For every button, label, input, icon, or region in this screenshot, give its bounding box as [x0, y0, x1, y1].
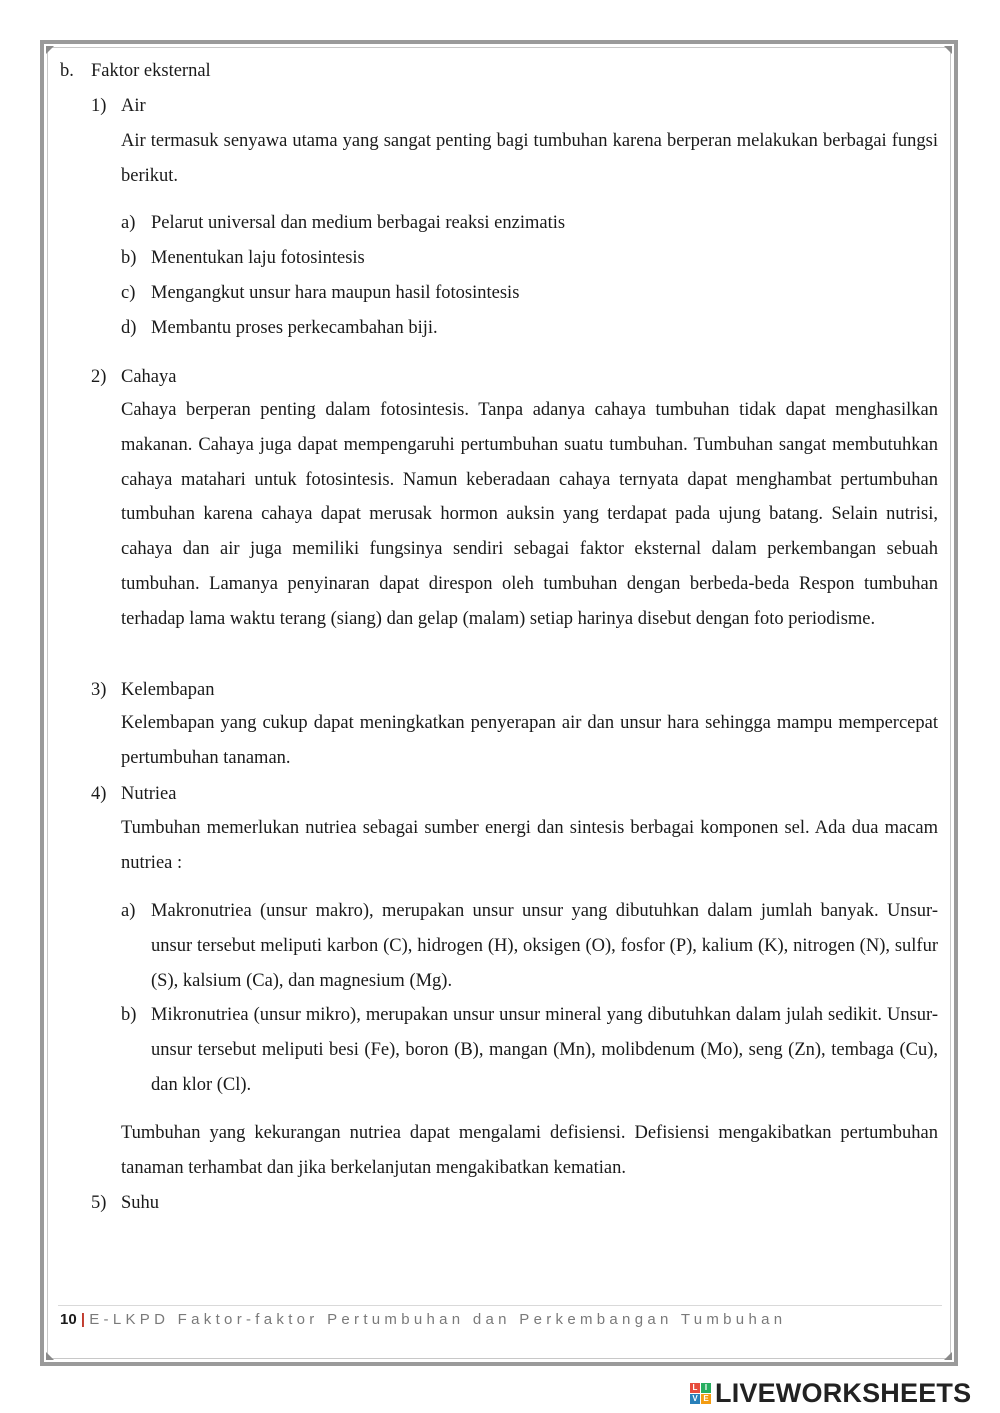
list-item: Mengangkut unsur hara maupun hasil fotosintesis	[151, 283, 520, 303]
brand-name: LIVEWORKSHEETS	[715, 1377, 972, 1408]
item-title: Suhu	[121, 1193, 160, 1213]
corner-ornament-icon	[46, 46, 54, 54]
item-marker: 1)	[91, 96, 107, 116]
item-title: Air	[121, 96, 146, 116]
logo-cell-icon: L	[690, 1383, 700, 1393]
paragraph: Air termasuk senyawa utama yang sangat penting bagi tumbuhan karena berperan melakukan berbagai fungsi berikut.	[121, 131, 938, 186]
corner-ornament-icon	[944, 1352, 952, 1360]
logo-icon	[690, 1383, 711, 1404]
list-marker: b)	[121, 248, 137, 268]
item-title: Kelembapan	[121, 680, 215, 700]
paragraph: Cahaya berperan penting dalam fotosintesis. Tanpa adanya cahaya tumbuhan tidak dapat menghasilkan makanan. Cahaya juga dapat mempengaruhi pertumbuhan suatu tumbuhan. Tumbuhan sangat membutuhkan cahaya matahari untuk fotosintesis. Namun keberadaan cahaya ternyata dapat menghambat pertumbuhan tumbuhan karena cahaya dapat merusak hormon auksin yang terdapat pada ujung batang. Selain nutrisi, cahaya dan air juga memiliki fungsinya sendiri sebagai faktor eksternal dalam perkembangan sebuah tumbuhan. Lamanya penyinaran dapat direspon oleh tumbuhan dengan berbeda-beda Respon tumbuhan terhadap lama waktu terang (siang) dan gelap (malam) setiap harinya disebut dengan foto periodisme.	[121, 400, 938, 629]
list-item: Makronutriea (unsur makro), merupakan unsur unsur yang dibutuhkan dalam jumlah banyak. Unsur-unsur tersebut meliputi karbon (C), hidrogen (H), oksigen (O), fosfor (P), kalium (K), nitrogen (N), sulfur (S), kalsium (Ca), dan magnesium (Mg).	[151, 901, 938, 991]
list-marker: b)	[121, 1005, 137, 1025]
list-marker: c)	[121, 283, 136, 303]
section-marker: b.	[60, 61, 74, 81]
page-footer	[60, 1308, 786, 1332]
paragraph: Tumbuhan memerlukan nutriea sebagai sumber energi dan sintesis berbagai komponen sel. Ada dua macam nutriea :	[121, 818, 938, 873]
list-marker: a)	[121, 901, 136, 921]
logo-cell-icon: E	[701, 1394, 711, 1404]
footer-separator: |	[80, 1311, 86, 1328]
list-marker: d)	[121, 318, 137, 338]
corner-ornament-icon	[944, 46, 952, 54]
item-marker: 3)	[91, 680, 107, 700]
item-marker: 4)	[91, 784, 107, 804]
corner-ornament-icon	[46, 1352, 54, 1360]
item-marker: 2)	[91, 367, 107, 387]
liveworksheets-logo	[690, 1378, 971, 1408]
paragraph: Tumbuhan yang kekurangan nutriea dapat mengalami defisiensi. Defisiensi mengakibatkan pertumbuhan tanaman terhambat dan jika berkelanjutan mengakibatkan kematian.	[121, 1123, 938, 1178]
item-marker: 5)	[91, 1193, 107, 1213]
item-title: Nutriea	[121, 784, 177, 804]
section-title: Faktor eksternal	[91, 61, 211, 81]
paragraph: Kelembapan yang cukup dapat meningkatkan penyerapan air dan unsur hara sehingga mampu mempercepat pertumbuhan tanaman.	[121, 713, 938, 768]
page-number: 10	[60, 1311, 77, 1328]
list-item: Membantu proses perkecambahan biji.	[151, 318, 438, 338]
logo-cell-icon: V	[690, 1394, 700, 1404]
list-item: Mikronutriea (unsur mikro), merupakan unsur unsur mineral yang dibutuhkan dalam julah sedikit. Unsur-unsur tersebut meliputi besi (Fe), boron (B), mangan (Mn), molibdenum (Mo), seng (Zn), tembaga (Cu), dan klor (Cl).	[151, 1005, 938, 1095]
item-title: Cahaya	[121, 367, 177, 387]
footer-title: E-LKPD Faktor-faktor Pertumbuhan dan Perkembangan Tumbuhan	[89, 1311, 787, 1328]
list-item: Menentukan laju fotosintesis	[151, 248, 365, 268]
list-item: Pelarut universal dan medium berbagai reaksi enzimatis	[151, 213, 566, 233]
footer-divider	[58, 1305, 942, 1306]
logo-cell-icon: I	[701, 1383, 711, 1393]
list-marker: a)	[121, 213, 136, 233]
